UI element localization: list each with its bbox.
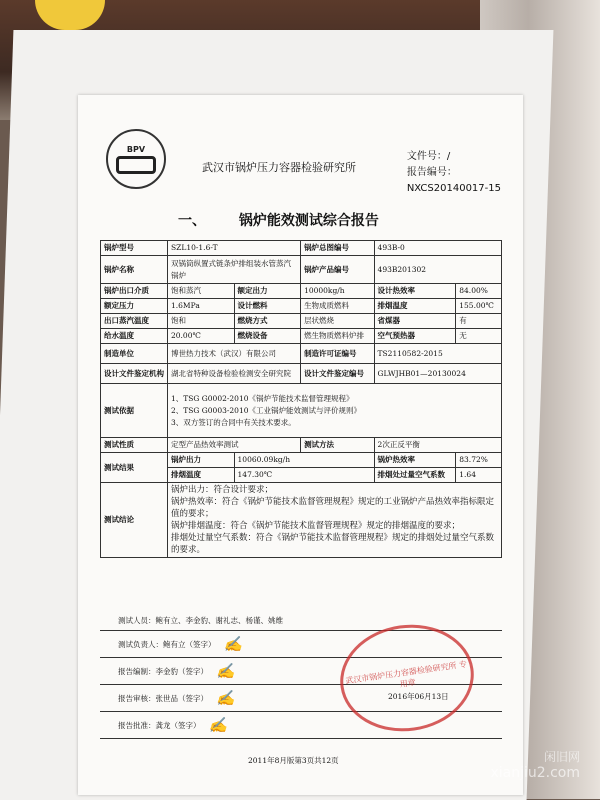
- writer-row: 报告编制：李金豹（签字） ✍: [100, 658, 502, 685]
- test-basis-list: 1、TSG G0002-2010《锅炉节能技术监督管理规程》 2、TSG G0003-2010《工业锅炉能效测试与评价规则》 3、双方签订的合同中有关技术要求。: [168, 384, 502, 438]
- testers-row: 测试人员：鲍有立、李金豹、谢礼志、杨谨、姚维: [100, 610, 502, 631]
- leader-signature: ✍: [223, 635, 243, 653]
- writer-signature: ✍: [216, 662, 235, 680]
- report-header: [106, 129, 501, 194]
- report-date: 2016年06月13日: [388, 692, 449, 701]
- official-stamp: 武汉市锅炉压力容器检验研究所 专用章: [333, 616, 480, 740]
- reviewer-row: 报告审核：张世品（签字） ✍: [100, 685, 502, 712]
- bpv-logo-icon: BPV: [106, 129, 166, 189]
- document-numbers: 文件号：/ 报告编号： NXCS20140017-15: [406, 151, 501, 194]
- report-page: [78, 95, 523, 795]
- leader-row: 测试负责人：鲍有立（签字） ✍: [100, 631, 502, 658]
- reviewer-signature: ✍: [216, 689, 235, 707]
- test-conclusion: 锅炉出力：符合设计要求； 锅炉热效率：符合《锅炉节能技术监督管理规程》规定的工业锅炉产品热效率指标限定值的要求； 锅炉排烟温度：符合《锅炉节能技术监督管理规程》规定的排烟温度的要求； 排烟处过量空气系数：符合《锅炉节能技术监督管理规程》规定的排烟处过量空气系数的要求。: [168, 483, 502, 558]
- approver-signature: ✍: [208, 716, 228, 734]
- institute-name: 武汉市锅炉压力容器检验研究所: [202, 161, 356, 174]
- page-footer: 2011年8月版第3页共12页: [248, 756, 339, 765]
- report-title: 一、 锅炉能效测试综合报告: [178, 213, 379, 229]
- boiler-data-table: 锅炉型号 SZL10-1.6-T 锅炉总图编号 493B-0 锅炉名称 双锅筒纵置式链条炉排组装水管蒸汽锅炉 锅炉产品编号 493B201302 锅炉出口介质 饱和蒸汽 额定出力 10000kg/h 设计热效率 84.00% 额定压力 1.6MPa 设计燃料 生物成质燃料 排烟温度 155.00℃ 出口蒸汽温度 饱和 燃烧方式 层状燃烧 省煤器 有 给水温度 20.00℃ 燃烧设备 燃生物质燃料炉排 空气预热器 无 制造单位 博世热力技术（武汉）有限公司 制造许可证编号 TS2110582-2015 设计文件鉴定机构 湖北省特种设备检验检测安全研究院 设计文件鉴定编号 GLWJHB01—20130024 测试依据 1、TSG G0002-2010《锅炉节能技术监督管理规程》 2、TSG G0003-2010《工业锅炉能效测试与评价规则》 3、双方签订的合同中有关技术要求。 测试性质 定型产品热效率测试 测试方法 2次正反平衡 测试结果 锅炉出力 10060.09kg/h 锅炉热效率 83.72% 排烟温度 147.30℃ 排烟处过量空气系数 1.64 测试结论 锅炉出力：符合设计要求； 锅炉热效率：符合《锅炉节能技术监督管理规程》规定的工业锅炉产品热效率指标限定值的要求； 锅炉排烟温度：符合《锅炉节能技术监督管理规程》规定的排烟温度的要求； 排烟处过量空气系数：符合《锅炉节能技术监督管理规程》规定的排烟处过量空气系数的要求。: [100, 240, 502, 558]
- approver-row: 报告批准：龚龙（签字） ✍: [100, 712, 502, 739]
- watermark: 闲旧网 xianjiu2.com: [490, 750, 580, 781]
